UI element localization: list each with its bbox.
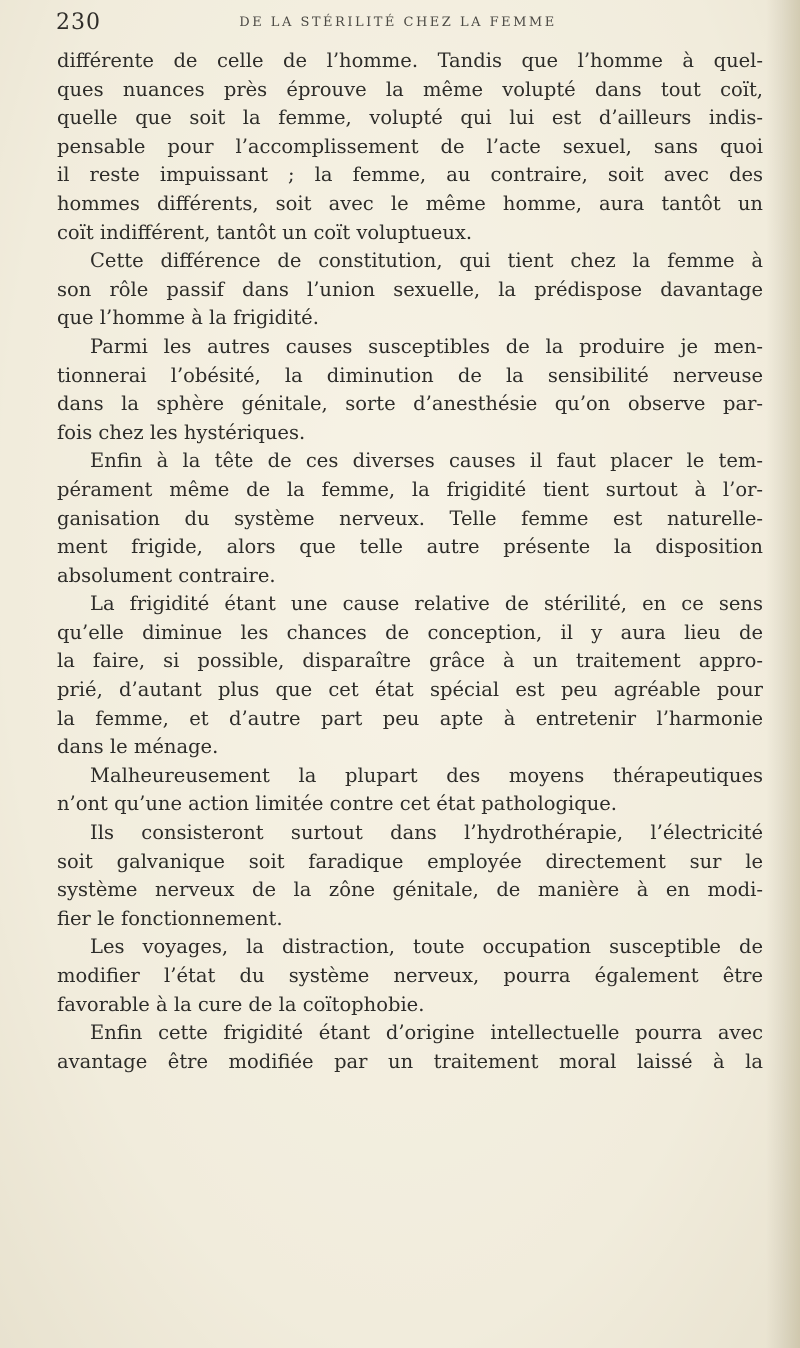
text-line: son rôle passif dans l’union sexuelle, la prédispose davantage bbox=[57, 277, 763, 301]
page-header bbox=[56, 10, 740, 40]
running-head: DE LA STÉRILITÉ CHEZ LA FEMME bbox=[239, 15, 557, 30]
text-line: système nerveux de la zône génitale, de manière à en modi- bbox=[57, 878, 763, 902]
text-line: Enfin à la tête de ces diverses causes il faut placer le tem- bbox=[90, 449, 763, 473]
text-line: pérament même de la femme, la frigidité tient surtout à l’or- bbox=[57, 477, 763, 501]
text-line: fier le fonctionnement. bbox=[57, 906, 283, 930]
text-line: favorable à la cure de la coïtophobie. bbox=[57, 992, 425, 1016]
text-line: Ils consisteront surtout dans l’hydrothérapie, l’électricité bbox=[90, 821, 763, 845]
text-line: hommes différents, soit avec le même homme, aura tantôt un bbox=[57, 191, 763, 215]
body-text bbox=[57, 47, 763, 1076]
text-line: la femme, et d’autre part peu apte à entretenir l’harmonie bbox=[57, 706, 763, 730]
text-line: tionnerai l’obésité, la diminution de la sensibilité nerveuse bbox=[57, 363, 763, 387]
text-line: n’ont qu’une action limitée contre cet état pathologique. bbox=[57, 792, 617, 816]
text-line: Parmi les autres causes susceptibles de la produire je men- bbox=[90, 334, 763, 358]
text-line: prié, d’autant plus que cet état spécial est peu agréable pour bbox=[57, 678, 763, 702]
text-line: avantage être modifiée par un traitement moral laissé à la bbox=[57, 1049, 763, 1073]
text-line: la faire, si possible, disparaître grâce à un traitement appro- bbox=[57, 649, 763, 673]
text-line: coït indifférent, tantôt un coït voluptueux. bbox=[57, 220, 473, 244]
text-line: ganisation du système nerveux. Telle femme est naturelle- bbox=[57, 506, 763, 530]
text-line: fois chez les hystériques. bbox=[57, 420, 306, 444]
text-line: différente de celle de l’homme. Tandis que l’homme à quel- bbox=[57, 49, 763, 72]
page-edge-shadow bbox=[766, 0, 800, 1348]
text-line: que l’homme à la frigidité. bbox=[57, 306, 319, 330]
text-line: pensable pour l’accomplissement de l’acte sexuel, sans quoi bbox=[57, 134, 763, 158]
text-line: ment frigide, alors que telle autre présente la disposition bbox=[57, 535, 763, 559]
text-line: Malheureusement la plupart des moyens thérapeutiques bbox=[90, 763, 763, 787]
text-line: La frigidité étant une cause relative de stérilité, en ce sens bbox=[90, 592, 763, 616]
text-line: Cette différence de constitution, qui tient chez la femme à bbox=[90, 249, 763, 273]
text-line: modifier l’état du système nerveux, pourra également être bbox=[57, 964, 763, 987]
text-line: Enfin cette frigidité étant d’origine intellectuelle pourra avec bbox=[90, 1021, 763, 1045]
page-number: 230 bbox=[56, 10, 101, 35]
text-line: qu’elle diminue les chances de conception, il y aura lieu de bbox=[57, 620, 763, 644]
text-line: il reste impuissant ; la femme, au contraire, soit avec des bbox=[57, 163, 763, 187]
text-line: ques nuances près éprouve la même volupté dans tout coït, bbox=[57, 77, 763, 101]
text-line: Les voyages, la distraction, toute occupation susceptible de bbox=[90, 935, 763, 959]
text-line: dans la sphère génitale, sorte d’anesthésie qu’on observe par- bbox=[57, 392, 763, 416]
text-line: dans le ménage. bbox=[57, 735, 219, 759]
text-line: absolument contraire. bbox=[57, 563, 276, 587]
text-line: soit galvanique soit faradique employée directement sur le bbox=[57, 849, 763, 873]
text-line: quelle que soit la femme, volupté qui lui est d’ailleurs indis- bbox=[57, 106, 763, 130]
